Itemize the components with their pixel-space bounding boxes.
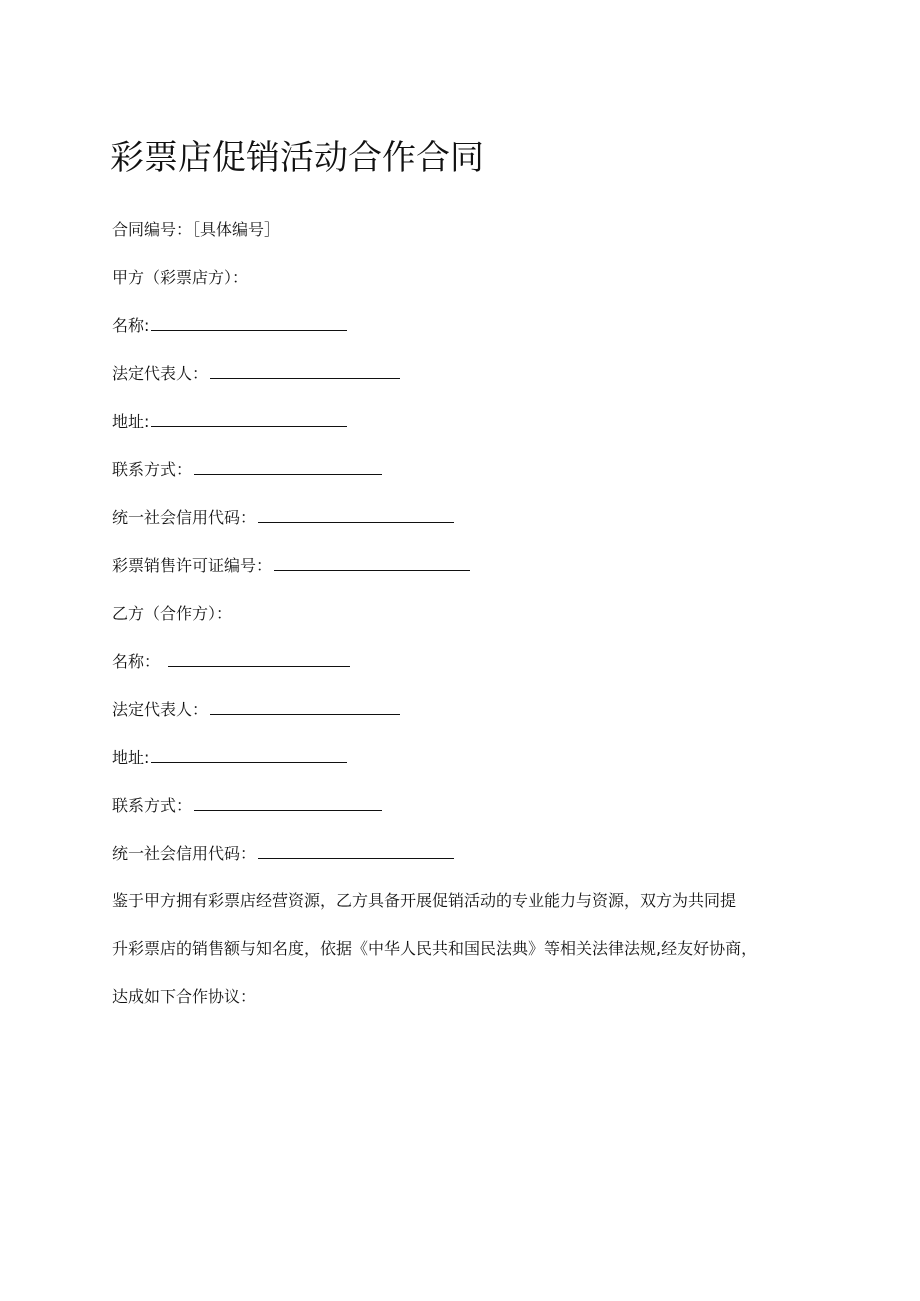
party-b-address-row xyxy=(112,748,347,768)
party-a-contact-row xyxy=(112,460,382,480)
party-a-heading: 甲方（彩票店方）： xyxy=(112,268,249,287)
document-title: 彩票店促销活动合作合同 xyxy=(110,138,484,178)
preamble-line: 达成如下合作协议： xyxy=(112,987,257,1006)
party-a-address-row xyxy=(112,412,347,432)
party-a-credit-code-row xyxy=(112,508,454,528)
party-a-legal-rep-row xyxy=(112,364,400,384)
party-b-credit-code-row xyxy=(112,844,454,864)
party-a-credit-code-blank[interactable] xyxy=(258,508,454,523)
party-a-credit-code-label: 统一社会信用代码： xyxy=(112,508,257,527)
contract-number: 合同编号：［具体编号］ xyxy=(112,220,281,239)
party-b-address-label: 地址: xyxy=(112,748,150,767)
party-b-credit-code-blank[interactable] xyxy=(258,844,454,859)
party-b-name-row xyxy=(112,652,350,672)
party-b-heading: 乙方（合作方）： xyxy=(112,604,233,623)
party-a-legal-rep-label: 法定代表人： xyxy=(112,364,209,383)
party-a-license-label: 彩票销售许可证编号： xyxy=(112,556,273,575)
party-b-contact-label: 联系方式： xyxy=(112,796,193,815)
party-a-contact-blank[interactable] xyxy=(194,460,382,475)
party-a-license-blank[interactable] xyxy=(274,556,470,571)
party-a-name-label: 名称: xyxy=(112,316,150,335)
party-b-name-blank[interactable] xyxy=(168,652,350,667)
party-a-legal-rep-blank[interactable] xyxy=(210,364,400,379)
party-b-name-label: 名称： xyxy=(112,652,161,671)
party-b-contact-row xyxy=(112,796,382,816)
party-b-contact-blank[interactable] xyxy=(194,796,382,811)
preamble-line: 升彩票店的销售额与知名度，依据《中华人民共和国民法典》等相关法律法规,经友好协商， xyxy=(112,939,758,958)
party-b-legal-rep-blank[interactable] xyxy=(210,700,400,715)
party-b-address-blank[interactable] xyxy=(151,748,347,763)
party-a-address-label: 地址: xyxy=(112,412,150,431)
party-b-credit-code-label: 统一社会信用代码： xyxy=(112,844,257,863)
preamble-line: 鉴于甲方拥有彩票店经营资源，乙方具备开展促销活动的专业能力与资源，双方为共同提 xyxy=(112,891,737,910)
party-a-license-row xyxy=(112,556,470,576)
party-b-legal-rep-row xyxy=(112,700,400,720)
party-a-address-blank[interactable] xyxy=(151,412,347,427)
party-b-legal-rep-label: 法定代表人： xyxy=(112,700,209,719)
party-a-name-row xyxy=(112,316,347,336)
party-a-name-blank[interactable] xyxy=(151,316,347,331)
party-a-contact-label: 联系方式： xyxy=(112,460,193,479)
